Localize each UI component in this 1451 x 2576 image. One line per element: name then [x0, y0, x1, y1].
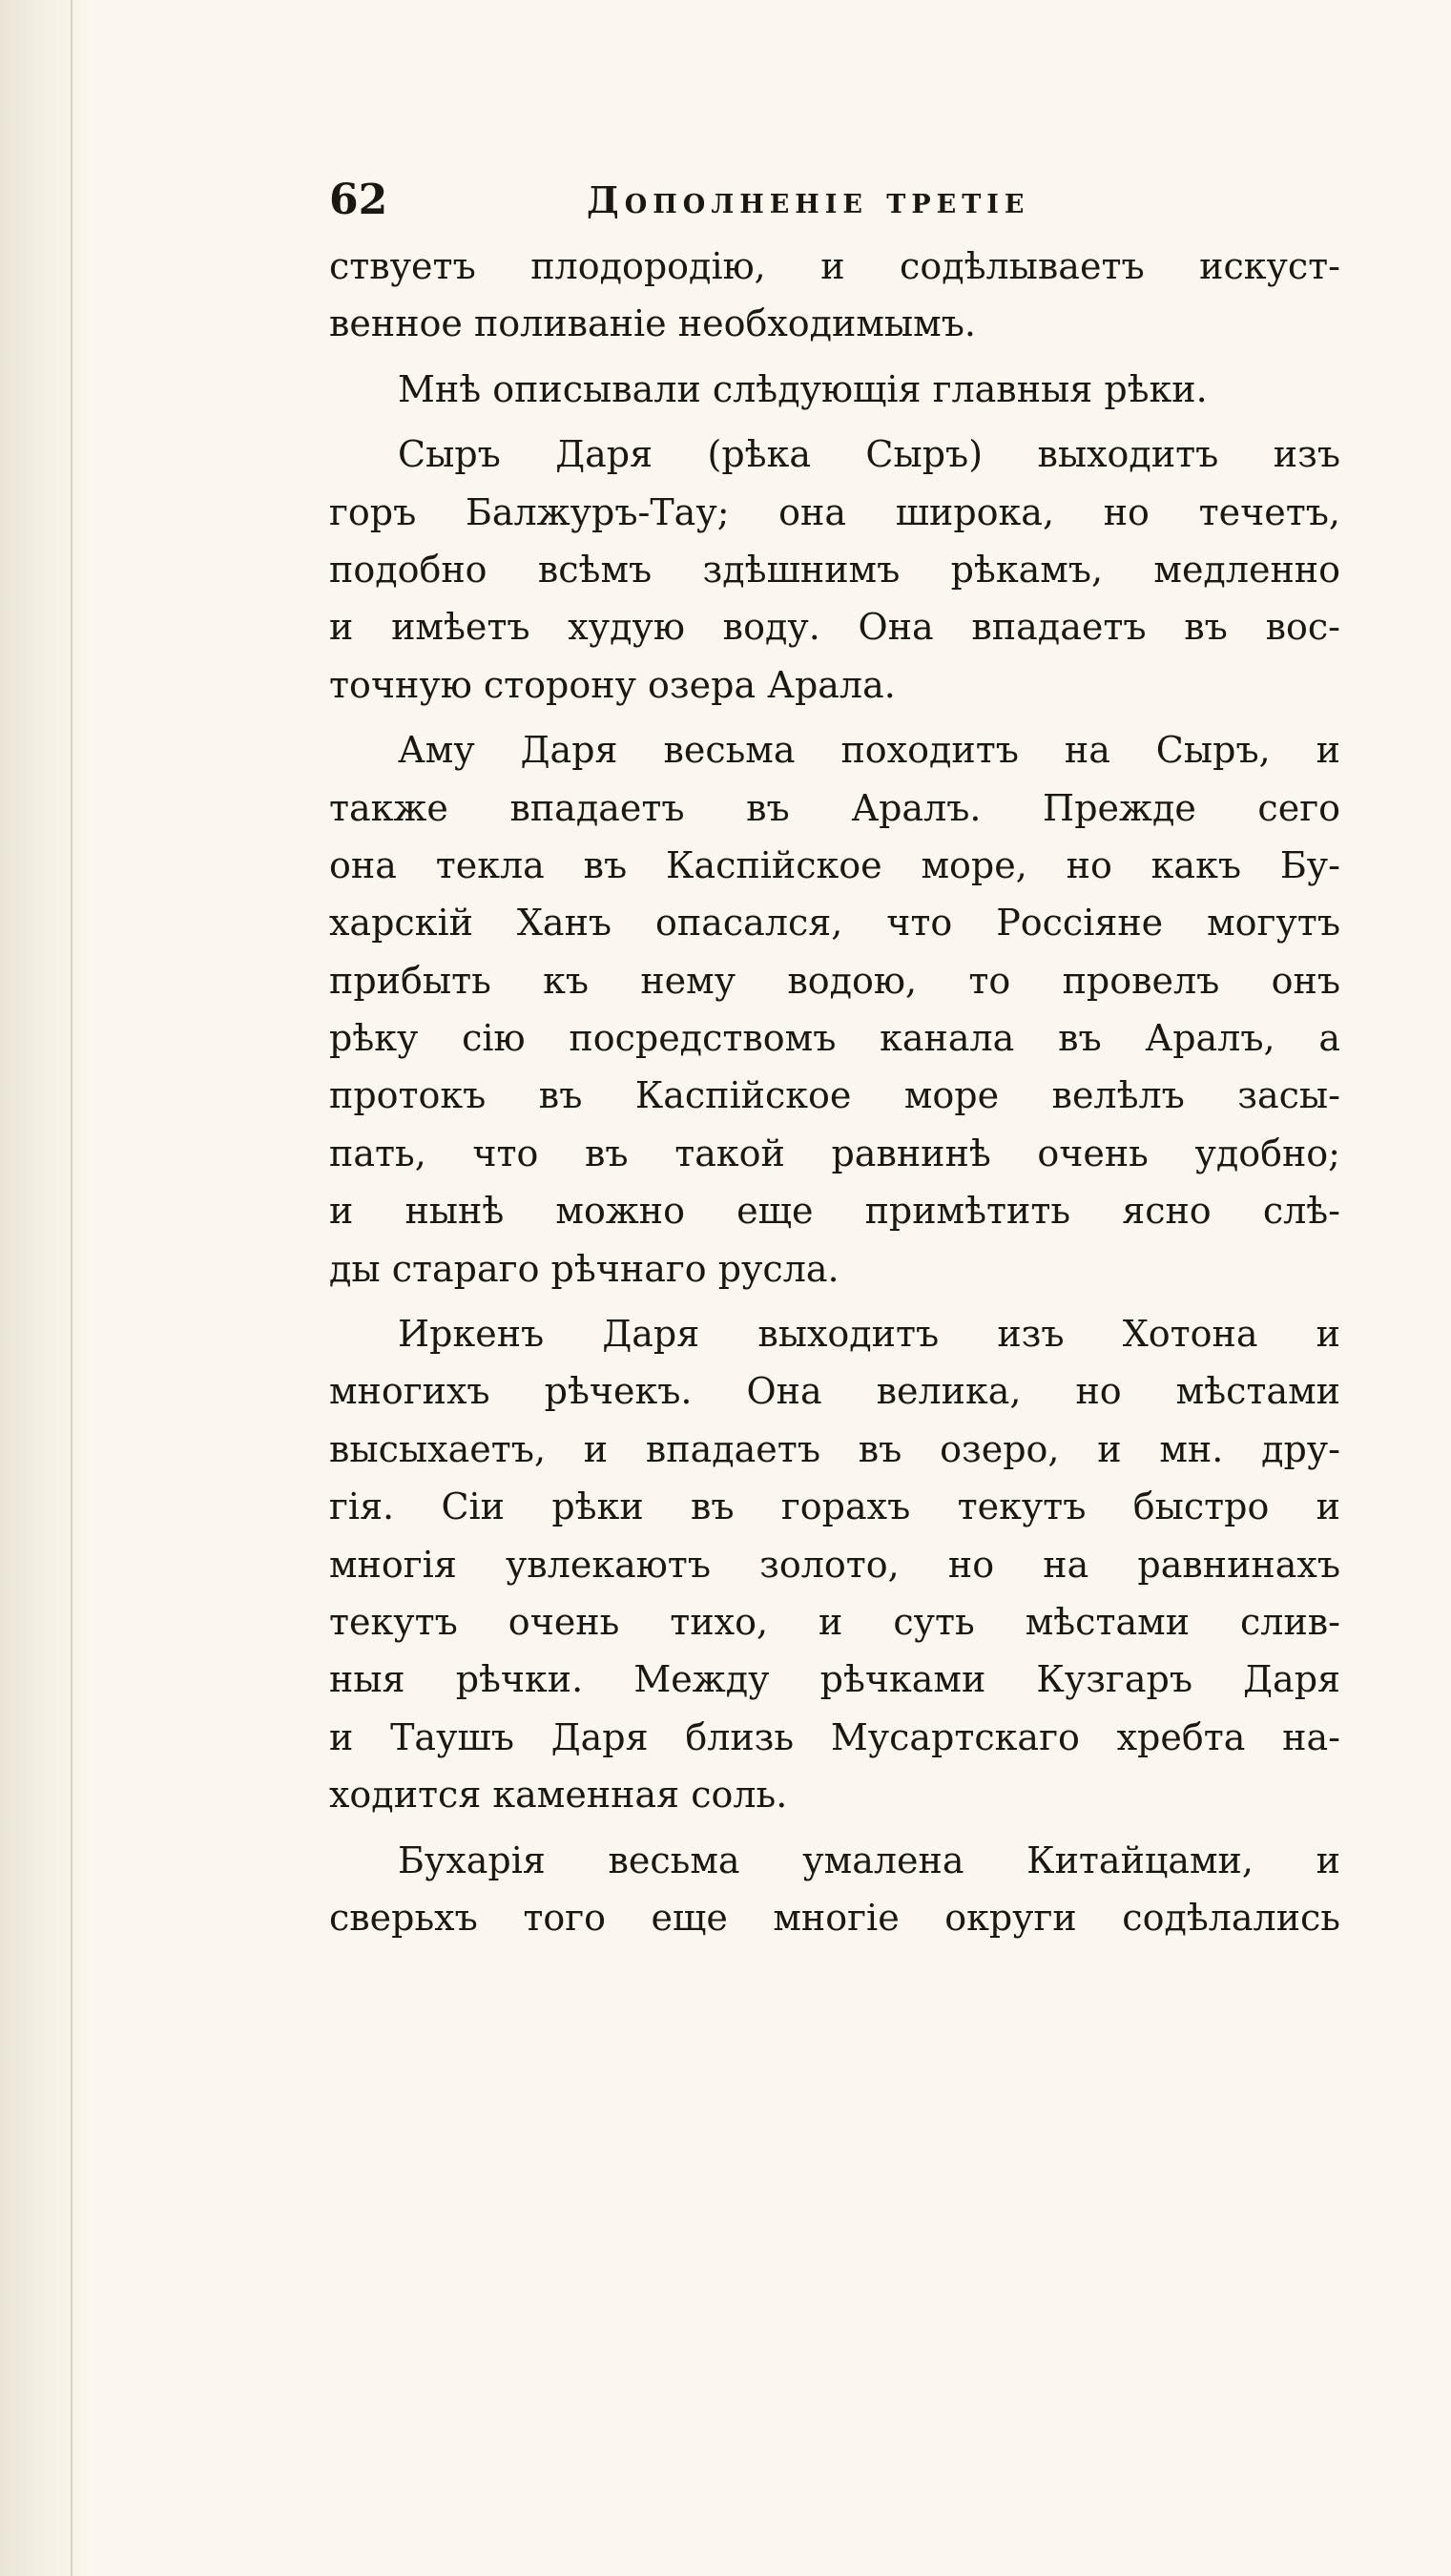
- text-line: ныя рѣчки. Между рѣчками Кузгаръ Даря: [329, 1658, 1340, 1701]
- gutter-line: [71, 0, 73, 2576]
- text-line: высыхаетъ, и впадаетъ въ озеро, и мн. дру-: [329, 1427, 1340, 1470]
- text-line: рѣку сiю посредствомъ канала въ Аралъ, а: [329, 1017, 1340, 1060]
- text-line: подобно всѣмъ здѣшнимъ рѣкамъ, медленно: [329, 548, 1340, 591]
- text-line: многiя увлекаютъ золото, но на равнинахъ: [329, 1543, 1340, 1586]
- text-line: и нынѣ можно еще примѣтить ясно слѣ-: [329, 1190, 1340, 1233]
- text-line: протокъ въ Каспiйское море велѣлъ засы-: [329, 1074, 1340, 1117]
- page-number: 62: [329, 176, 388, 224]
- text-line: ходится каменная соль.: [329, 1774, 788, 1817]
- text-line: прибыть къ нему водою, то провелъ онъ: [329, 959, 1340, 1002]
- body-text: [329, 238, 1340, 1946]
- text-line: ствуетъ плодородiю, и содѣлываетъ искуст-: [329, 245, 1340, 287]
- text-line: и имѣетъ худую воду. Она впадаетъ въ вос-: [329, 606, 1340, 649]
- text-line: харскiй Ханъ опасался, что Россiяне могутъ: [329, 902, 1340, 945]
- text-line: Аму Даря весьма походитъ на Сыръ, и: [398, 729, 1340, 772]
- text-line: пать, что въ такой равнинѣ очень удобно;: [329, 1132, 1340, 1174]
- book-page: [329, 167, 1340, 1946]
- page-header: [329, 167, 1340, 234]
- book-spine-shadow: [0, 0, 92, 2576]
- text-line: точную сторону озера Арала.: [329, 663, 896, 706]
- text-line: многихъ рѣчекъ. Она велика, но мѣстами: [329, 1370, 1340, 1413]
- running-head: Дополненiе третiе: [587, 178, 1030, 221]
- text-line: гiя. Сiи рѣки въ горахъ текутъ быстро и: [329, 1485, 1340, 1528]
- text-line: она текла въ Каспiйское море, но какъ Бу-: [329, 843, 1340, 886]
- text-line: Иркенъ Даря выходитъ изъ Хотона и: [398, 1313, 1340, 1356]
- text-line: венное поливанiе необходимымъ.: [329, 302, 976, 345]
- text-line: Сыръ Даря (рѣка Сыръ) выходитъ изъ: [398, 433, 1340, 476]
- text-line: и Таушъ Даря близь Мусартскаго хребта на-: [329, 1715, 1340, 1758]
- text-line: Мнѣ описывали слѣдующiя главныя рѣки.: [398, 367, 1208, 410]
- text-line: также впадаетъ въ Аралъ. Прежде сего: [329, 786, 1340, 829]
- text-line: горъ Балжуръ-Тау; она широка, но течетъ,: [329, 490, 1340, 533]
- text-line: сверьхъ того еще многiе округи содѣлались: [329, 1896, 1340, 1939]
- text-line: текутъ очень тихо, и суть мѣстами слив-: [329, 1600, 1340, 1643]
- text-line: ды стараго рѣчнаго русла.: [329, 1247, 840, 1290]
- text-line: Бухарiя весьма умалена Китайцами, и: [398, 1839, 1340, 1881]
